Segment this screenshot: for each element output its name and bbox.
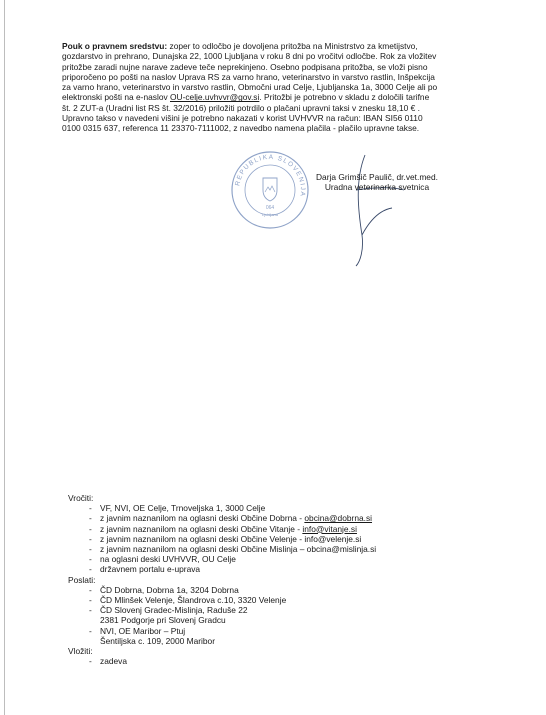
notice-line-6: elektronski pošti na e-naslov OU-celje.uvhvvr@gov.si. Pritožbi je potrebno v skladu z določili tarifne — [62, 92, 430, 103]
list-item: - ČD Mlinšek Velenje, Šlandrova c.10, 3320 Velenje — [68, 595, 376, 605]
signatory-name: Darja Grimšič Paulič, dr.vet.med. — [316, 172, 438, 182]
list-item: - ČD Slovenj Gradec-Mislinja, Raduše 22 2381 Podgorje pri Slovenj Gradcu — [68, 605, 376, 625]
vloziti-list — [68, 656, 376, 666]
vrociti-label: Vročiti: — [68, 493, 94, 503]
signature-block — [316, 172, 438, 193]
signatory-title: Uradna veterinarka svetnica — [324, 182, 430, 193]
list-item: - VF, NVI, OE Celje, Trnoveljska 1, 3000 Celje — [68, 503, 376, 513]
notice-line-5: za varno hrano, veterinarstvo in varstvo rastlin, Območni urad Celje, Ljubljanska 1a, 3000 Celje ali po — [62, 82, 438, 93]
list-item: - ČD Dobrna, Dobrna 1a, 3204 Dobrna — [68, 585, 376, 595]
mountain-icon — [265, 186, 275, 192]
notice-line-3: pritožbe zaradi nujne narave zadeve teče neprekinjeno. Osebno podpisana pritožba, se vloži pisno — [62, 61, 428, 72]
list-item: - na oglasni deski UVHVVR, OU Celje — [68, 554, 376, 564]
notice-line-7: št. 2 ZUT-a (Uradni list RS št. 32/2016) priložiti potrdilo o plačani upravni taksi v znesku 18,10 € . — [62, 102, 420, 113]
list-item: - z javnim naznanilom na oglasni deski Občine Velenje - info@velenje.si — [68, 534, 376, 544]
handwritten-signature — [300, 150, 420, 270]
list-item: - z javnim naznanilom na oglasni deski Občine Mislinja – obcina@mislinja.si — [68, 544, 376, 554]
poslati-label: Poslati: — [68, 574, 96, 585]
vrociti-list — [68, 503, 376, 574]
notice-line-8: Upravno takso v navedeni višini je potrebno nakazati v korist UVHVVR na račun: IBAN SI56 0110 — [62, 113, 423, 124]
poslati-list — [68, 585, 376, 646]
page-left-edge — [4, 0, 5, 715]
list-item: - z javnim naznanilom na oglasni deski Občine Vitanje - info@vitanje.si — [68, 524, 376, 534]
notice-line-9: 0100 0315 637, referenca 11 23370-7111002, z navedbo namena plačila - plačilo upravne takse. — [62, 123, 420, 134]
notice-line-2: gozdarstvo in prehrano, Dunajska 22, 1000 Ljubljana v roku 8 dni po vročitvi odločbe. Rok za vložitev — [62, 51, 437, 62]
seal-number: 064 — [265, 205, 275, 211]
list-item: - z javnim naznanilom na oglasni deski Občine Dobrna - obcina@dobrna.si — [68, 513, 376, 523]
office-email-link[interactable]: OU-celje.uvhvvr@gov.si — [170, 92, 260, 103]
delivery-section — [68, 493, 376, 666]
list-item: - zadeva — [68, 656, 376, 666]
list-item: - NVI, OE Maribor – Ptuj Šentiljska c. 109, 2000 Maribor — [68, 626, 376, 646]
notice-heading: Pouk o pravnem sredstvu: — [62, 41, 168, 51]
seal-city: Ljubljana — [261, 212, 279, 217]
vloziti-label: Vložiti: — [68, 646, 93, 657]
seal-ring-text: REPUBLIKA SLOVENIJA — [234, 153, 307, 198]
dobrna-email-link[interactable]: obcina@dobrna.si — [304, 513, 373, 524]
notice-line-4: priporočeno po pošti na naslov Uprava RS za varno hrano, veterinarstvo in varstvo rastlin, Inšpekcija — [62, 71, 435, 82]
legal-remedy-notice — [62, 41, 502, 134]
list-item: - državnem portalu e-uprava — [68, 564, 376, 574]
vitanje-email-link[interactable]: info@vitanje.si — [302, 523, 357, 534]
notice-line-1: Pouk o pravnem sredstvu: zoper to odločbo je dovoljena pritožba na Ministrstvo za kmetijstvo, — [62, 41, 418, 51]
